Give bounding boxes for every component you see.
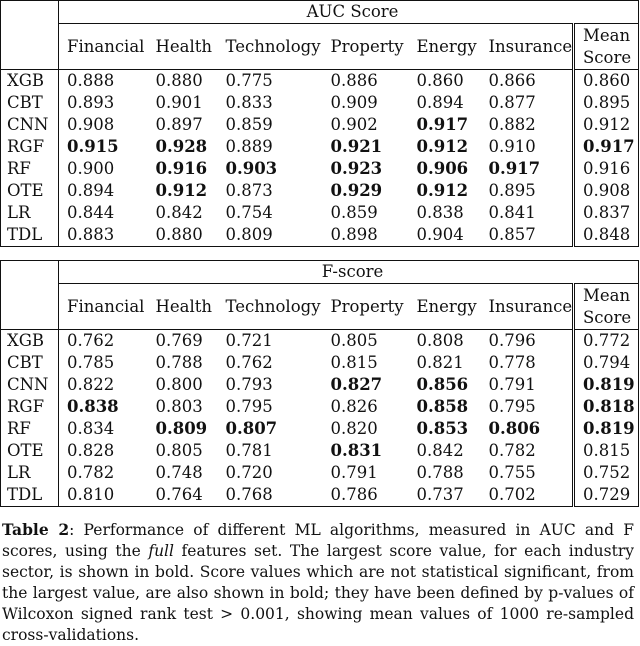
score-cell: 0.912: [155, 181, 208, 200]
score-cell: 0.859: [225, 115, 273, 134]
score-cell: 0.853: [416, 419, 469, 438]
score-cell: 0.791: [481, 374, 574, 396]
mean-score-cell: 0.916: [574, 158, 639, 180]
table-row: [1, 484, 639, 507]
score-cell: 0.805: [155, 441, 203, 460]
score-cell: 0.820: [330, 419, 378, 438]
column-header: Property: [323, 284, 409, 330]
mean-score-cell: 0.837: [574, 202, 639, 224]
score-cell: 0.912: [416, 137, 469, 156]
score-cell: 0.895: [481, 180, 574, 202]
column-header: Energy: [409, 284, 481, 330]
score-cell: 0.902: [330, 115, 378, 134]
table-row: [1, 418, 639, 440]
mean-score-cell: 0.815: [574, 440, 639, 462]
model-name: RF: [1, 158, 59, 180]
mean-score-cell: 0.908: [574, 180, 639, 202]
table-row: [1, 374, 639, 396]
score-cell: 0.841: [481, 202, 574, 224]
model-name: RF: [1, 418, 59, 440]
score-cell: 0.781: [225, 441, 273, 460]
score-cell: 0.893: [67, 93, 115, 112]
mean-score-cell: 0.729: [574, 484, 639, 507]
score-cell: 0.873: [225, 181, 273, 200]
score-cell: 0.764: [148, 484, 218, 507]
model-name: TDL: [1, 484, 59, 507]
caption-label: Table 2: [2, 520, 70, 539]
model-name: RGF: [1, 396, 59, 418]
auc-table-block: [0, 0, 640, 247]
score-cell: 0.806: [481, 418, 574, 440]
column-header: Insurance: [481, 24, 574, 70]
model-name: OTE: [1, 180, 59, 202]
table-corner: [1, 1, 59, 24]
score-cell: 0.775: [225, 71, 273, 90]
score-cell: 0.720: [225, 463, 273, 482]
mean-score-cell: 0.818: [574, 396, 639, 418]
score-cell: 0.826: [330, 397, 378, 416]
score-cell: 0.827: [330, 375, 383, 394]
score-cell: 0.796: [481, 330, 574, 353]
fscore-rows: [1, 330, 639, 507]
score-cell: 0.909: [330, 93, 378, 112]
model-name: XGB: [1, 70, 59, 93]
score-cell: 0.810: [59, 484, 148, 507]
score-cell: 0.805: [330, 331, 378, 350]
score-cell: 0.928: [155, 137, 208, 156]
column-header: Technology: [218, 284, 323, 330]
table-row: [1, 462, 639, 484]
score-cell: 0.917: [481, 158, 574, 180]
mean-score-cell: 0.912: [574, 114, 639, 136]
model-name: LR: [1, 202, 59, 224]
fscore-table: [0, 260, 639, 507]
score-cell: 0.883: [59, 224, 148, 247]
table-row: [1, 396, 639, 418]
score-cell: 0.923: [330, 159, 383, 178]
auc-score-table: [0, 0, 639, 247]
score-cell: 0.754: [225, 203, 273, 222]
mean-score-cell: 0.819: [574, 418, 639, 440]
score-cell: 0.786: [323, 484, 409, 507]
score-cell: 0.916: [155, 159, 208, 178]
score-cell: 0.842: [416, 441, 464, 460]
score-cell: 0.737: [409, 484, 481, 507]
mean-score-cell: 0.917: [574, 136, 639, 158]
fscore-table-block: [0, 260, 640, 507]
mean-score-cell: 0.819: [574, 374, 639, 396]
score-cell: 0.856: [416, 375, 469, 394]
score-cell: 0.886: [330, 71, 378, 90]
table-caption: [2, 519, 634, 646]
score-cell: 0.831: [330, 441, 383, 460]
score-cell: 0.880: [155, 71, 203, 90]
caption-text: : Performance of different ML algorithms, measured in AUC and F scores, using the: [2, 521, 634, 560]
score-cell: 0.769: [155, 331, 203, 350]
score-cell: 0.762: [67, 331, 115, 350]
score-cell: 0.778: [481, 352, 574, 374]
auc-title: AUC Score: [59, 1, 639, 24]
column-header-row: [1, 24, 639, 70]
model-name: RGF: [1, 136, 59, 158]
table-row: [1, 180, 639, 202]
score-cell: 0.755: [481, 462, 574, 484]
model-name: CNN: [1, 374, 59, 396]
score-cell: 0.788: [416, 463, 464, 482]
score-cell: 0.901: [155, 93, 203, 112]
column-header: Property: [323, 24, 409, 70]
score-cell: 0.809: [218, 224, 323, 247]
mean-score-cell: 0.848: [574, 224, 639, 247]
score-cell: 0.894: [416, 93, 464, 112]
mean-score-cell: 0.772: [574, 330, 639, 353]
table-row: [1, 158, 639, 180]
model-name: TDL: [1, 224, 59, 247]
score-cell: 0.858: [416, 397, 469, 416]
mean-score-cell: 0.752: [574, 462, 639, 484]
score-cell: 0.791: [330, 463, 378, 482]
score-cell: 0.866: [481, 70, 574, 93]
score-cell: 0.838: [416, 203, 464, 222]
score-cell: 0.809: [155, 419, 208, 438]
score-cell: 0.894: [67, 181, 115, 200]
model-name: CNN: [1, 114, 59, 136]
score-cell: 0.906: [416, 159, 469, 178]
score-cell: 0.803: [155, 397, 203, 416]
auc-rows: [1, 70, 639, 247]
score-cell: 0.910: [481, 136, 574, 158]
score-cell: 0.838: [67, 397, 119, 416]
mean-score-header: Mean Score: [574, 24, 639, 70]
score-cell: 0.721: [225, 331, 273, 350]
table-row: [1, 330, 639, 353]
column-header: Insurance: [481, 284, 574, 330]
score-cell: 0.929: [330, 181, 383, 200]
table-row: [1, 352, 639, 374]
score-cell: 0.904: [409, 224, 481, 247]
score-cell: 0.800: [155, 375, 203, 394]
table-row: [1, 136, 639, 158]
table-row: [1, 114, 639, 136]
score-cell: 0.815: [330, 353, 378, 372]
score-cell: 0.702: [481, 484, 574, 507]
score-cell: 0.807: [225, 419, 278, 438]
score-cell: 0.859: [330, 203, 378, 222]
table-corner: [1, 24, 59, 70]
score-cell: 0.785: [67, 353, 115, 372]
score-cell: 0.921: [330, 137, 383, 156]
table-row: [1, 440, 639, 462]
mean-score-header: Mean Score: [574, 284, 639, 330]
score-cell: 0.833: [225, 93, 273, 112]
score-cell: 0.762: [225, 353, 273, 372]
mean-score-cell: 0.895: [574, 92, 639, 114]
score-cell: 0.888: [67, 71, 115, 90]
score-cell: 0.889: [225, 137, 273, 156]
column-header: Health: [148, 24, 218, 70]
table-corner: [1, 261, 59, 284]
model-name: CBT: [1, 352, 59, 374]
model-name: OTE: [1, 440, 59, 462]
table-row: [1, 70, 639, 93]
mean-score-cell: 0.794: [574, 352, 639, 374]
score-cell: 0.808: [416, 331, 464, 350]
score-cell: 0.782: [67, 463, 115, 482]
table-row: [1, 202, 639, 224]
column-header: Financial: [59, 284, 148, 330]
column-header: Technology: [218, 24, 323, 70]
model-name: CBT: [1, 92, 59, 114]
mean-score-cell: 0.860: [574, 70, 639, 93]
score-cell: 0.822: [67, 375, 115, 394]
score-cell: 0.768: [218, 484, 323, 507]
score-cell: 0.908: [67, 115, 115, 134]
score-cell: 0.788: [155, 353, 203, 372]
column-header: Financial: [59, 24, 148, 70]
table-row: [1, 92, 639, 114]
column-header: Health: [148, 284, 218, 330]
table-corner: [1, 284, 59, 330]
score-cell: 0.903: [225, 159, 278, 178]
score-cell: 0.877: [481, 92, 574, 114]
caption-text: features set. The largest score value, for each industry sector, is shown in bold. Score values which are not statistical significant, from the largest value, are also shown in bold; they have been defined by p-values of Wilcoxon signed rank test > 0.001, showing mean values of 1000 re-sampled cross-validations.: [2, 542, 634, 644]
score-cell: 0.834: [67, 419, 115, 438]
score-cell: 0.880: [148, 224, 218, 247]
score-cell: 0.844: [67, 203, 115, 222]
fscore-title: F-score: [59, 261, 639, 284]
caption-italic: full: [148, 542, 174, 560]
score-cell: 0.795: [481, 396, 574, 418]
score-cell: 0.795: [225, 397, 273, 416]
score-cell: 0.882: [481, 114, 574, 136]
column-header-row: [1, 284, 639, 330]
score-cell: 0.857: [481, 224, 574, 247]
score-cell: 0.793: [225, 375, 273, 394]
score-cell: 0.915: [67, 137, 119, 156]
score-cell: 0.917: [416, 115, 469, 134]
model-name: XGB: [1, 330, 59, 353]
column-header: Energy: [409, 24, 481, 70]
score-cell: 0.842: [155, 203, 203, 222]
model-name: LR: [1, 462, 59, 484]
score-cell: 0.782: [481, 440, 574, 462]
score-cell: 0.898: [323, 224, 409, 247]
score-cell: 0.748: [155, 463, 203, 482]
score-cell: 0.860: [416, 71, 464, 90]
score-cell: 0.900: [67, 159, 115, 178]
score-cell: 0.912: [416, 181, 469, 200]
score-cell: 0.821: [416, 353, 464, 372]
table-row: [1, 224, 639, 247]
score-cell: 0.897: [155, 115, 203, 134]
score-cell: 0.828: [67, 441, 115, 460]
